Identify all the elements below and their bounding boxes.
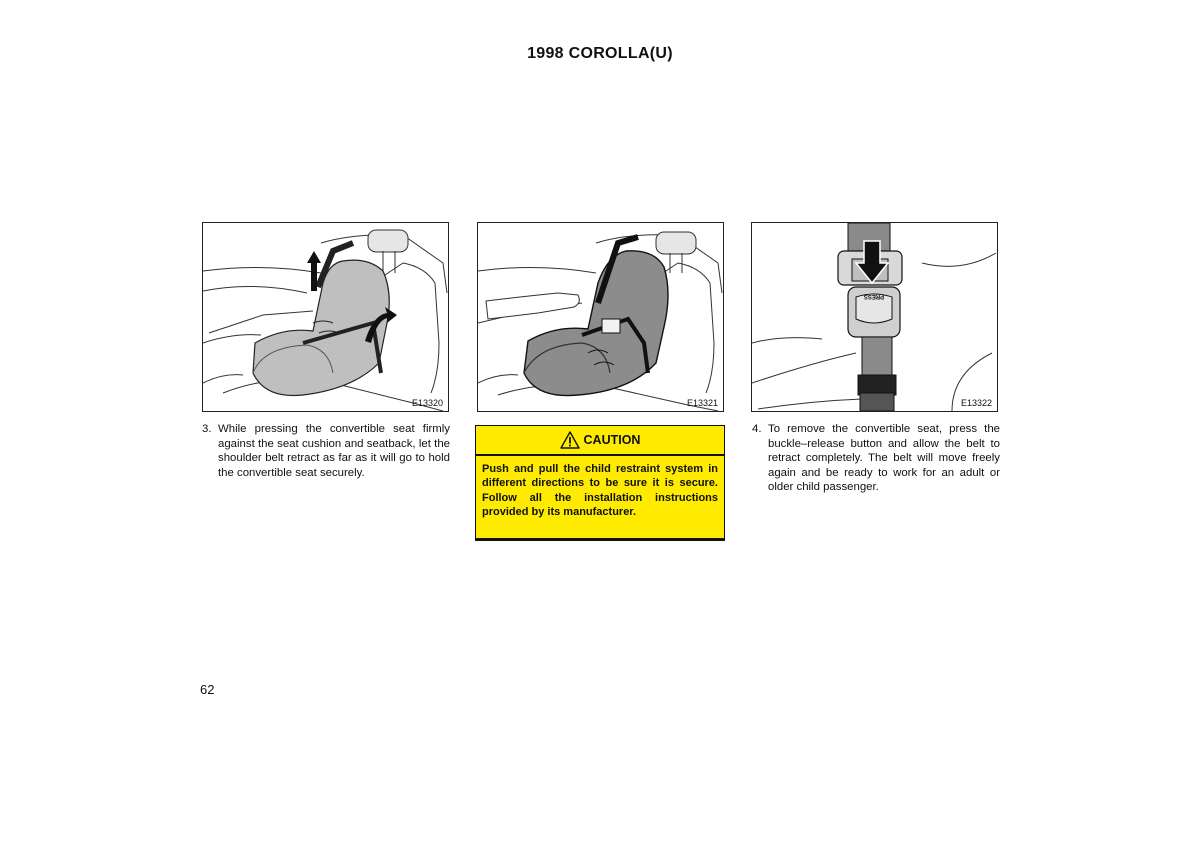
step-text: While pressing the convertible seat firmly against the seat cushion and seatback, let the shoulder belt retract as far as it will go to hold the convertible seat securely. [218, 423, 450, 479]
figure-code: E13320 [411, 398, 443, 408]
press-label: PRESS [863, 293, 885, 299]
page-number: 62 [200, 682, 215, 697]
convertible-seat-press-illustration [203, 223, 448, 411]
step-number: 4. [752, 423, 762, 435]
figure-code: E13321 [686, 398, 718, 408]
step-3 [202, 422, 450, 480]
step-4 [752, 422, 1000, 495]
step-number: 3. [202, 423, 212, 435]
caution-box [475, 425, 725, 541]
figure-buckle-release [751, 222, 998, 412]
step-text: To remove the convertible seat, press the buckle–release button and allow the belt to retract completely. The belt will move freely again and be ready to work for an adult or older child passenger. [768, 423, 1000, 494]
page-header-title: 1998 COROLLA(U) [527, 45, 673, 62]
figure-seat-secured [477, 222, 724, 412]
caution-heading [476, 426, 724, 454]
convertible-seat-secured-illustration [478, 223, 723, 411]
caution-text: Push and pull the child restraint system in different directions to be sure it is secure. Follow all the installation instructions provided by its manufacturer. [482, 462, 718, 519]
figure-code: E13322 [960, 398, 992, 408]
figure-seat-installation [202, 222, 449, 412]
caution-title: CAUTION [583, 433, 641, 447]
buckle-release-illustration [752, 223, 997, 411]
warning-triangle-icon [560, 431, 580, 449]
